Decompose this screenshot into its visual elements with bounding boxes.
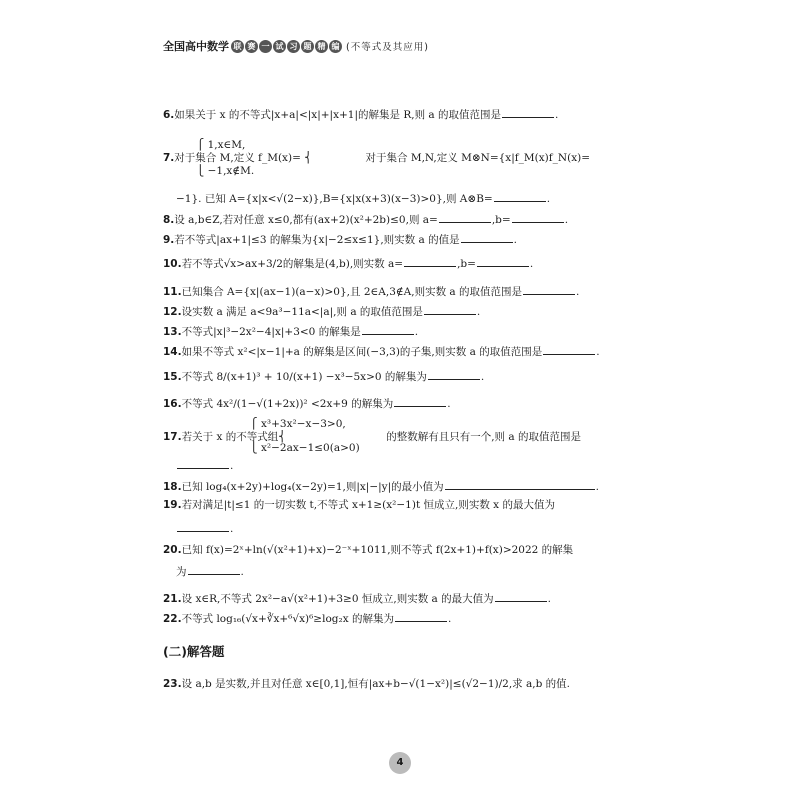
problem-number: 12.	[163, 306, 182, 318]
problem-text: 已知集合 A={x|(ax−1)(a−x)>0},且 2∈A,3∉A,则实数 a 的取值范围是	[181, 286, 523, 298]
problem-14	[163, 343, 600, 359]
problem-text: 如果关于 x 的不等式|x+a|<|x|+|x+1|的解集是 R,则 a 的取值范围是	[174, 109, 502, 121]
problem-number: 11.	[163, 286, 182, 298]
running-header	[163, 38, 429, 54]
answer-blank	[188, 563, 240, 575]
answer-blank	[523, 283, 575, 295]
problem-number: 17.	[163, 431, 182, 443]
problem-number: 13.	[163, 326, 182, 338]
answer-blank	[177, 457, 229, 469]
problem-text: .	[480, 371, 485, 383]
problem-10	[163, 255, 533, 271]
problem-text: .	[576, 286, 580, 298]
problem-text: 若关于 x 的不等式组⎨ 的整数解有且只有一个,则 a 的取值范围是	[181, 431, 581, 443]
problem-continuation	[176, 190, 550, 206]
problem-continuation	[163, 138, 245, 152]
problem-18	[163, 478, 599, 494]
series-char: 试	[273, 40, 286, 53]
problem-text: .	[447, 398, 451, 410]
problem-text: .	[595, 481, 599, 493]
series-char: 一	[259, 40, 272, 53]
problem-number: 6.	[163, 109, 175, 121]
problem-text: 若对满足|t|≤1 的一切实数 t,不等式 x+1≥(x²−1)t 恒成立,则实数 x 的最大值为	[181, 499, 555, 511]
problem-text: 设实数 a 满足 a<9a³−11a<|a|,则 a 的取值范围是	[181, 306, 423, 318]
problem-text: .	[546, 193, 551, 205]
series-char: 联	[231, 40, 244, 53]
problem-text: 若不等式√x>ax+3/2的解集是(4,b),则实数 a=	[181, 258, 404, 270]
problem-text: 不等式|x|³−2x²−4|x|+3<0 的解集是	[181, 326, 361, 338]
problem-text: ⎩ −1,x∉M.	[163, 165, 255, 177]
answer-blank	[477, 255, 529, 267]
problem-text: ⎧ x³+3x²−x−3>0,	[163, 418, 346, 430]
chapter-subtitle: (不等式及其应用)	[346, 42, 429, 53]
problem-7	[163, 151, 590, 165]
problem-number: 18.	[163, 481, 182, 493]
problem-15	[163, 368, 484, 384]
problem-continuation	[163, 164, 254, 178]
series-char: 精	[315, 40, 328, 53]
problem-9	[163, 231, 517, 247]
problem-16	[163, 395, 451, 411]
problem-text: .	[230, 460, 234, 472]
answer-blank	[177, 520, 229, 532]
problem-21	[163, 590, 551, 606]
problem-number: 10.	[163, 258, 182, 270]
problem-text: 已知 log₄(x+2y)+log₄(x−2y)=1,则|x|−|y|的最小值为	[181, 481, 444, 493]
problem-continuation	[176, 457, 233, 473]
problem-20	[163, 543, 573, 557]
problem-continuation	[163, 441, 360, 455]
problem-text: 为	[176, 566, 187, 578]
series-title-circled	[231, 40, 343, 53]
problem-text: 设 a,b∈Z,若对任意 x≤0,都有(ax+2)(x²+2b)≤0,则 a=	[174, 214, 438, 226]
problem-text: 不等式 8/(x+1)³ + 10/(x+1) −x³−5x>0 的解集为	[181, 371, 427, 383]
problem-text: .	[476, 306, 481, 318]
book-title: 全国高中数学	[163, 40, 229, 53]
problem-number: 23.	[163, 678, 182, 690]
problem-continuation	[176, 563, 244, 579]
problem-text: .	[513, 234, 517, 246]
answer-blank	[445, 478, 595, 490]
problem-11	[163, 283, 579, 299]
problem-8	[163, 211, 568, 227]
answer-blank	[495, 590, 547, 602]
problem-number: 22.	[163, 613, 182, 625]
problem-continuation	[176, 520, 233, 536]
answer-blank	[543, 343, 595, 355]
answer-blank	[512, 211, 564, 223]
problem-text: .	[230, 523, 234, 535]
answer-blank	[494, 190, 546, 202]
answer-blank	[428, 368, 480, 380]
problem-text: ,b=	[491, 214, 511, 226]
problem-number: 7.	[163, 152, 175, 164]
problem-text: .	[414, 326, 419, 338]
problem-text: .	[529, 258, 534, 270]
series-char: 编	[329, 40, 342, 53]
answer-blank	[424, 303, 476, 315]
problem-text: .	[240, 566, 244, 578]
problem-number: 8.	[163, 214, 175, 226]
problem-text: .	[447, 613, 452, 625]
problem-text: .	[547, 593, 551, 605]
page-number: 4	[389, 752, 411, 774]
problem-number: 20.	[163, 544, 182, 556]
problem-text: 设 x∈R,不等式 2x²−a√(x²+1)+3≥0 恒成立,则实数 a 的最大值为	[181, 593, 494, 605]
problem-13	[163, 323, 418, 339]
answer-blank	[394, 395, 446, 407]
problem-text: ⎧ 1,x∈M,	[163, 139, 246, 151]
problem-text: .	[596, 346, 600, 358]
problem-text: 如果不等式 x²<|x−1|+a 的解集是区间(−3,3)的子集,则实数 a 的取值范围是	[181, 346, 543, 358]
problem-number: 21.	[163, 593, 182, 605]
answer-blank	[395, 610, 447, 622]
answer-blank	[404, 255, 456, 267]
problem-22	[163, 610, 451, 626]
problem-12	[163, 303, 480, 319]
series-char: 赛	[245, 40, 258, 53]
problem-text: .	[555, 109, 559, 121]
problem-number: 15.	[163, 371, 182, 383]
answer-blank	[362, 323, 414, 335]
problem-number: 16.	[163, 398, 182, 410]
problem-text: 不等式 log₁₆(√x+∛x+⁶√x)⁶≥log₂x 的解集为	[181, 613, 394, 625]
answer-blank	[439, 211, 491, 223]
problem-number: 19.	[163, 499, 182, 511]
problem-23	[163, 677, 570, 691]
answer-blank	[502, 106, 554, 118]
problem-number: 14.	[163, 346, 182, 358]
series-char: 习	[287, 40, 300, 53]
section-heading: (二)解答题	[163, 644, 225, 659]
problem-text: 对于集合 M,定义 f_M(x)= ⎨ 对于集合 M,N,定义 M⊗N={x|f_M(x)f_N(x)=	[174, 152, 591, 164]
answer-blank	[461, 231, 513, 243]
problem-text: ,b=	[457, 258, 476, 270]
problem-text: .	[564, 214, 569, 226]
problem-text: 设 a,b 是实数,并且对任意 x∈[0,1],恒有|ax+b−√(1−x²)|≤(√2−1)/2,求 a,b 的值.	[181, 678, 570, 690]
problem-text: 已知 f(x)=2ˣ+ln(√(x²+1)+x)−2⁻ˣ+1011,则不等式 f(2x+1)+f(x)>2022 的解集	[181, 544, 574, 556]
problem-text: 若不等式|ax+1|≤3 的解集为{x|−2≤x≤1},则实数 a 的值是	[174, 234, 460, 246]
series-char: 题	[301, 40, 314, 53]
problem-text: −1}. 已知 A={x|x<√(2−x)},B={x|x(x+3)(x−3)>0},则 A⊗B=	[176, 193, 493, 205]
problem-6	[163, 106, 558, 122]
problem-continuation	[163, 417, 346, 431]
problem-number: 9.	[163, 234, 175, 246]
problem-text: 不等式 4x²/(1−√(1+2x))² <2x+9 的解集为	[181, 398, 394, 410]
problem-19	[163, 498, 555, 512]
problem-text: ⎩ x²−2ax−1≤0(a>0)	[163, 442, 360, 454]
